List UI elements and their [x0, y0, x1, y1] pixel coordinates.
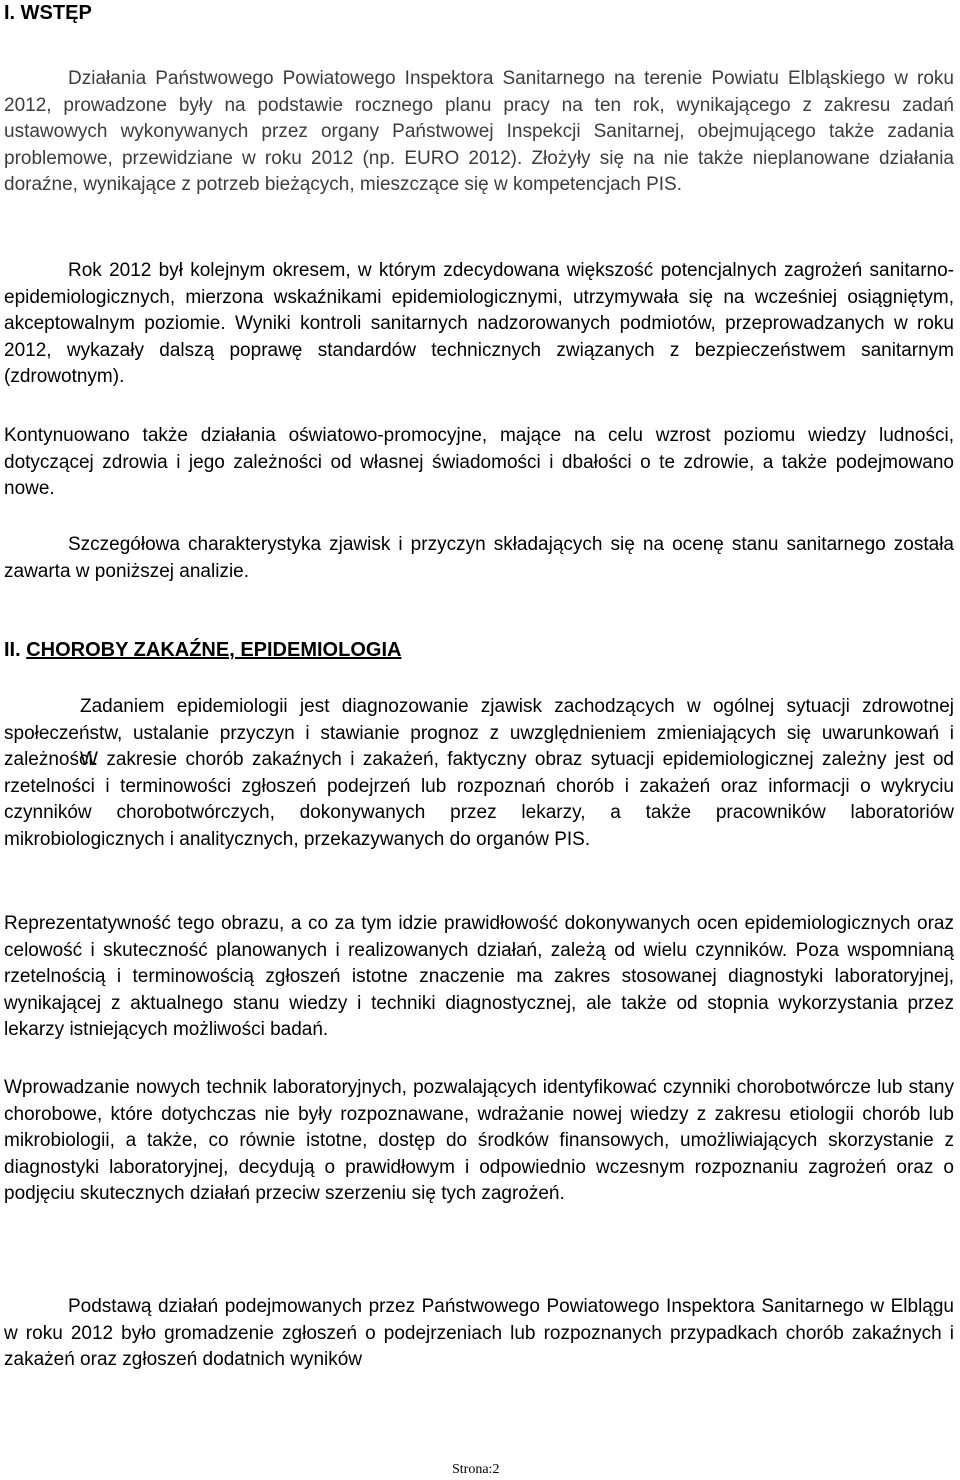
intro-paragraph-1: [4, 66, 954, 199]
section-heading-number: II.: [4, 639, 27, 661]
section-heading-infectious-diseases: [4, 638, 401, 662]
section-heading-introduction: I. WSTĘP: [4, 2, 92, 24]
intro-paragraph-1-extra: Złożyły się na nie także nieplanowane działania doraźne, wynikające z potrzeb bieżących, mieszczące się w kompetencjach PIS.: [4, 147, 954, 195]
intro-paragraph-1-main: Działania Państwowego Powiatowego Inspektora Sanitarnego na terenie Powiatu Elbląskiego w roku 2012, prowadzone były na podstawie rocznego planu pracy na ten rok, wynikającego z zakresu zadań ustawowych wykonywanych przez organy Państwowej Inspekcji Sanitarnej, obejmującego także zadania problemowe, przewidziane w roku 2012 (np. EURO 2012).: [4, 68, 954, 169]
epidemiology-paragraph-3-text: Reprezentatywność tego obrazu, a co za tym idzie prawidłowość dokonywanych ocen epidemiologicznych oraz celowość i skuteczność planowanych i realizowanych działań, zależą od wielu czynników. Poza wspomnianą rzetelnością i terminowością zgłoszeń istotne znaczenie ma zakres stosowanej diagnostyki laboratoryjnej, wynikającej z aktualnego stanu wiedzy i techniki diagnostycznej, ale także od stopnia wykorzystania przez lekarzy istniejących możliwości badań.: [4, 913, 954, 1040]
intro-paragraph-2-text: Rok 2012 był kolejnym okresem, w którym zdecydowana większość potencjalnych zagrożeń sanitarno-epidemiologicznych, mierzona wskaźnikami epidemiologicznymi, utrzymywała się na wcześniej osiągniętym, akceptowalnym poziomie. Wyniki kontroli sanitarnych nadzorowanych podmiotów, przeprowadzanych w roku 2012, wykazały dalszą poprawę standardów technicznych związanych z bezpieczeństwem sanitarnym (zdrowotnym).: [4, 260, 954, 387]
epidemiology-paragraph-4-text: Wprowadzanie nowych technik laboratoryjnych, pozwalających identyfikować czynniki chorobotwórcze lub stany chorobowe, które dotychczas nie były rozpoznawane, wdrażanie nowej wiedzy z zakresu etiologii chorób lub mikrobiologii, a także, co równie istotne, dostęp do środków finansowych, umożliwiających skorzystanie z diagnostyki laboratoryjnej, decydują o prawidłowym i odpowiednio wczesnym rozpoznaniu zagrożeń oraz o podjęciu skutecznych działań przeciw szerzeniu się tych zagrożeń.: [4, 1077, 954, 1204]
epidemiology-paragraph-4: [4, 1075, 954, 1208]
epidemiology-paragraph-5: [4, 1294, 954, 1374]
intro-paragraph-4-text: Szczegółowa charakterystyka zjawisk i przyczyn składających się na ocenę stanu sanitarnego została zawarta w poniższej analizie.: [4, 534, 954, 582]
intro-paragraph-3: [4, 423, 954, 503]
section-heading-title: CHOROBY ZAKAŹNE, EPIDEMIOLOGIA: [26, 639, 402, 661]
epidemiology-paragraph-3: [4, 911, 954, 1044]
epidemiology-paragraph-2-text: W zakresie chorób zakaźnych i zakażeń, faktyczny obraz sytuacji epidemiologicznej zależny jest od rzetelności i terminowości zgłoszeń podejrzeń lub rozpoznań chorób i zakażeń oraz informacji o wykryciu czynników chorobotwórczych, dokonywanych przez lekarzy, a także pracowników laboratoriów mikrobiologicznych i analitycznych, przekazywanych do organów PIS.: [4, 749, 954, 850]
epidemiology-paragraph-1-text: Zadaniem epidemiologii jest diagnozowanie zjawisk zachodzących w ogólnej sytuacji zdrowotnej społeczeństw, ustalanie przyczyn i stawianie prognoz z uwzględnieniem zmieniających się uwarunkowań i zależności.: [4, 696, 954, 770]
epidemiology-paragraph-2: [4, 747, 954, 853]
page-number: Strona:2: [452, 1462, 500, 1477]
epidemiology-paragraph-5-text: Podstawą działań podejmowanych przez Państwowego Powiatowego Inspektora Sanitarnego w Elblągu w roku 2012 było gromadzenie zgłoszeń o podejrzeniach lub rozpoznanych przypadkach chorób zakaźnych i zakażeń oraz zgłoszeń dodatnich wyników: [4, 1296, 954, 1370]
intro-paragraph-2: [4, 258, 954, 391]
intro-paragraph-4: [4, 532, 954, 585]
intro-paragraph-3-text: Kontynuowano także działania oświatowo-promocyjne, mające na celu wzrost poziomu wiedzy ludności, dotyczącej zdrowia i jego zależności od własnej świadomości i dbałości o te zdrowie, a także podejmowano nowe.: [4, 425, 954, 499]
